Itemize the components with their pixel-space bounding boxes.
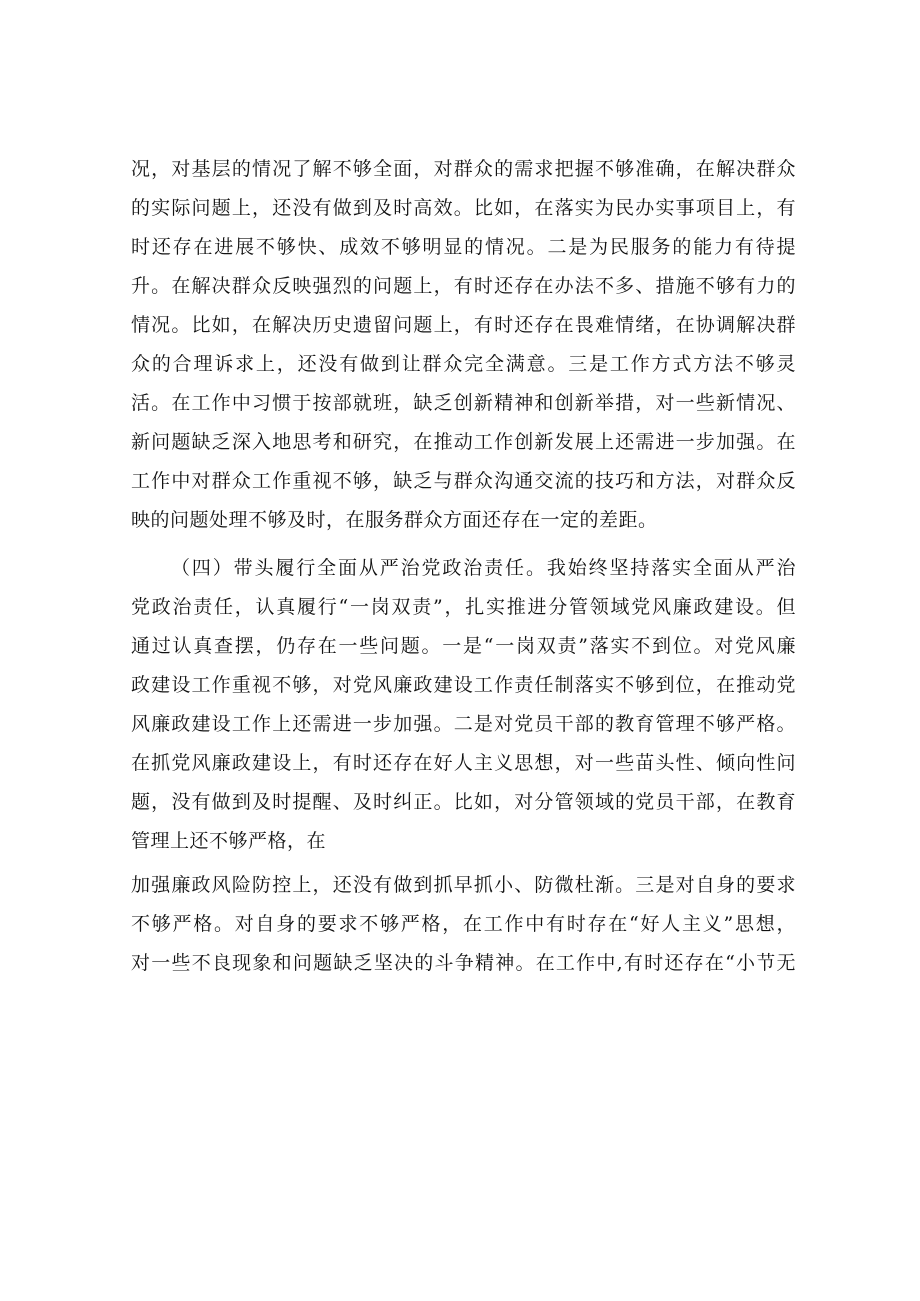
paragraph-line: 况，对基层的情况了解不够全面，对群众的需求把握不够准确，在解决群众 xyxy=(131,158,796,180)
paragraph-line: 通过认真查摆，仍存在一些问题。一是“一岗双责”落实不到位。对党风廉 xyxy=(131,635,796,657)
paragraph-line: 活。在工作中习惯于按部就班，缺乏创新精神和创新举措，对一些新情况、 xyxy=(131,392,796,414)
paragraph-line: 升。在解决群众反映强烈的问题上，有时还存在办法不多、措施不够有力的 xyxy=(131,275,796,297)
paragraph-line: 在抓党风廉政建设上，有时还存在好人主义思想，对一些苗头性、倾向性问 xyxy=(131,752,796,774)
paragraph-line: 的实际问题上，还没有做到及时高效。比如，在落实为民办实事项目上，有 xyxy=(131,197,796,219)
paragraph-line: 时还存在进展不够快、成效不够明显的情况。二是为民服务的能力有待提 xyxy=(131,236,796,258)
section-heading-line: （四）带头履行全面从严治党政治责任。我始终坚持落实全面从严治 xyxy=(171,557,796,579)
paragraph-line: 工作中对群众工作重视不够，缺乏与群众沟通交流的技巧和方法，对群众反 xyxy=(131,470,796,492)
paragraph-line: 管理上还不够严格，在 xyxy=(131,830,327,852)
paragraph-line: 情况。比如，在解决历史遗留问题上，有时还存在畏难情绪，在协调解决群 xyxy=(131,314,796,336)
paragraph-line: 对一些不良现象和问题缺乏坚决的斗争精神。在工作中,有时还存在“小节无 xyxy=(131,952,796,974)
paragraph-line: 不够严格。对自身的要求不够严格，在工作中有时存在“好人主义”思想， xyxy=(131,913,796,935)
paragraph-line: 加强廉政风险防控上，还没有做到抓早抓小、防微杜渐。三是对自身的要求 xyxy=(131,874,796,896)
paragraph-line: 新问题缺乏深入地思考和研究，在推动工作创新发展上还需进一步加强。在 xyxy=(131,431,796,453)
paragraph-line: 映的问题处理不够及时，在服务群众方面还存在一定的差距。 xyxy=(131,509,658,531)
paragraph-line: 党政治责任，认真履行“一岗双责”，扎实推进分管领域党风廉政建设。但 xyxy=(131,596,796,618)
paragraph-line: 风廉政建设工作上还需进一步加强。二是对党员干部的教育管理不够严格。 xyxy=(131,713,796,735)
paragraph-line: 题，没有做到及时提醒、及时纠正。比如，对分管领域的党员干部，在教育 xyxy=(131,791,796,813)
paragraph-line: 众的合理诉求上，还没有做到让群众完全满意。三是工作方式方法不够灵 xyxy=(131,353,796,375)
paragraph-line: 政建设工作重视不够，对党风廉政建设工作责任制落实不够到位，在推动党 xyxy=(131,674,796,696)
